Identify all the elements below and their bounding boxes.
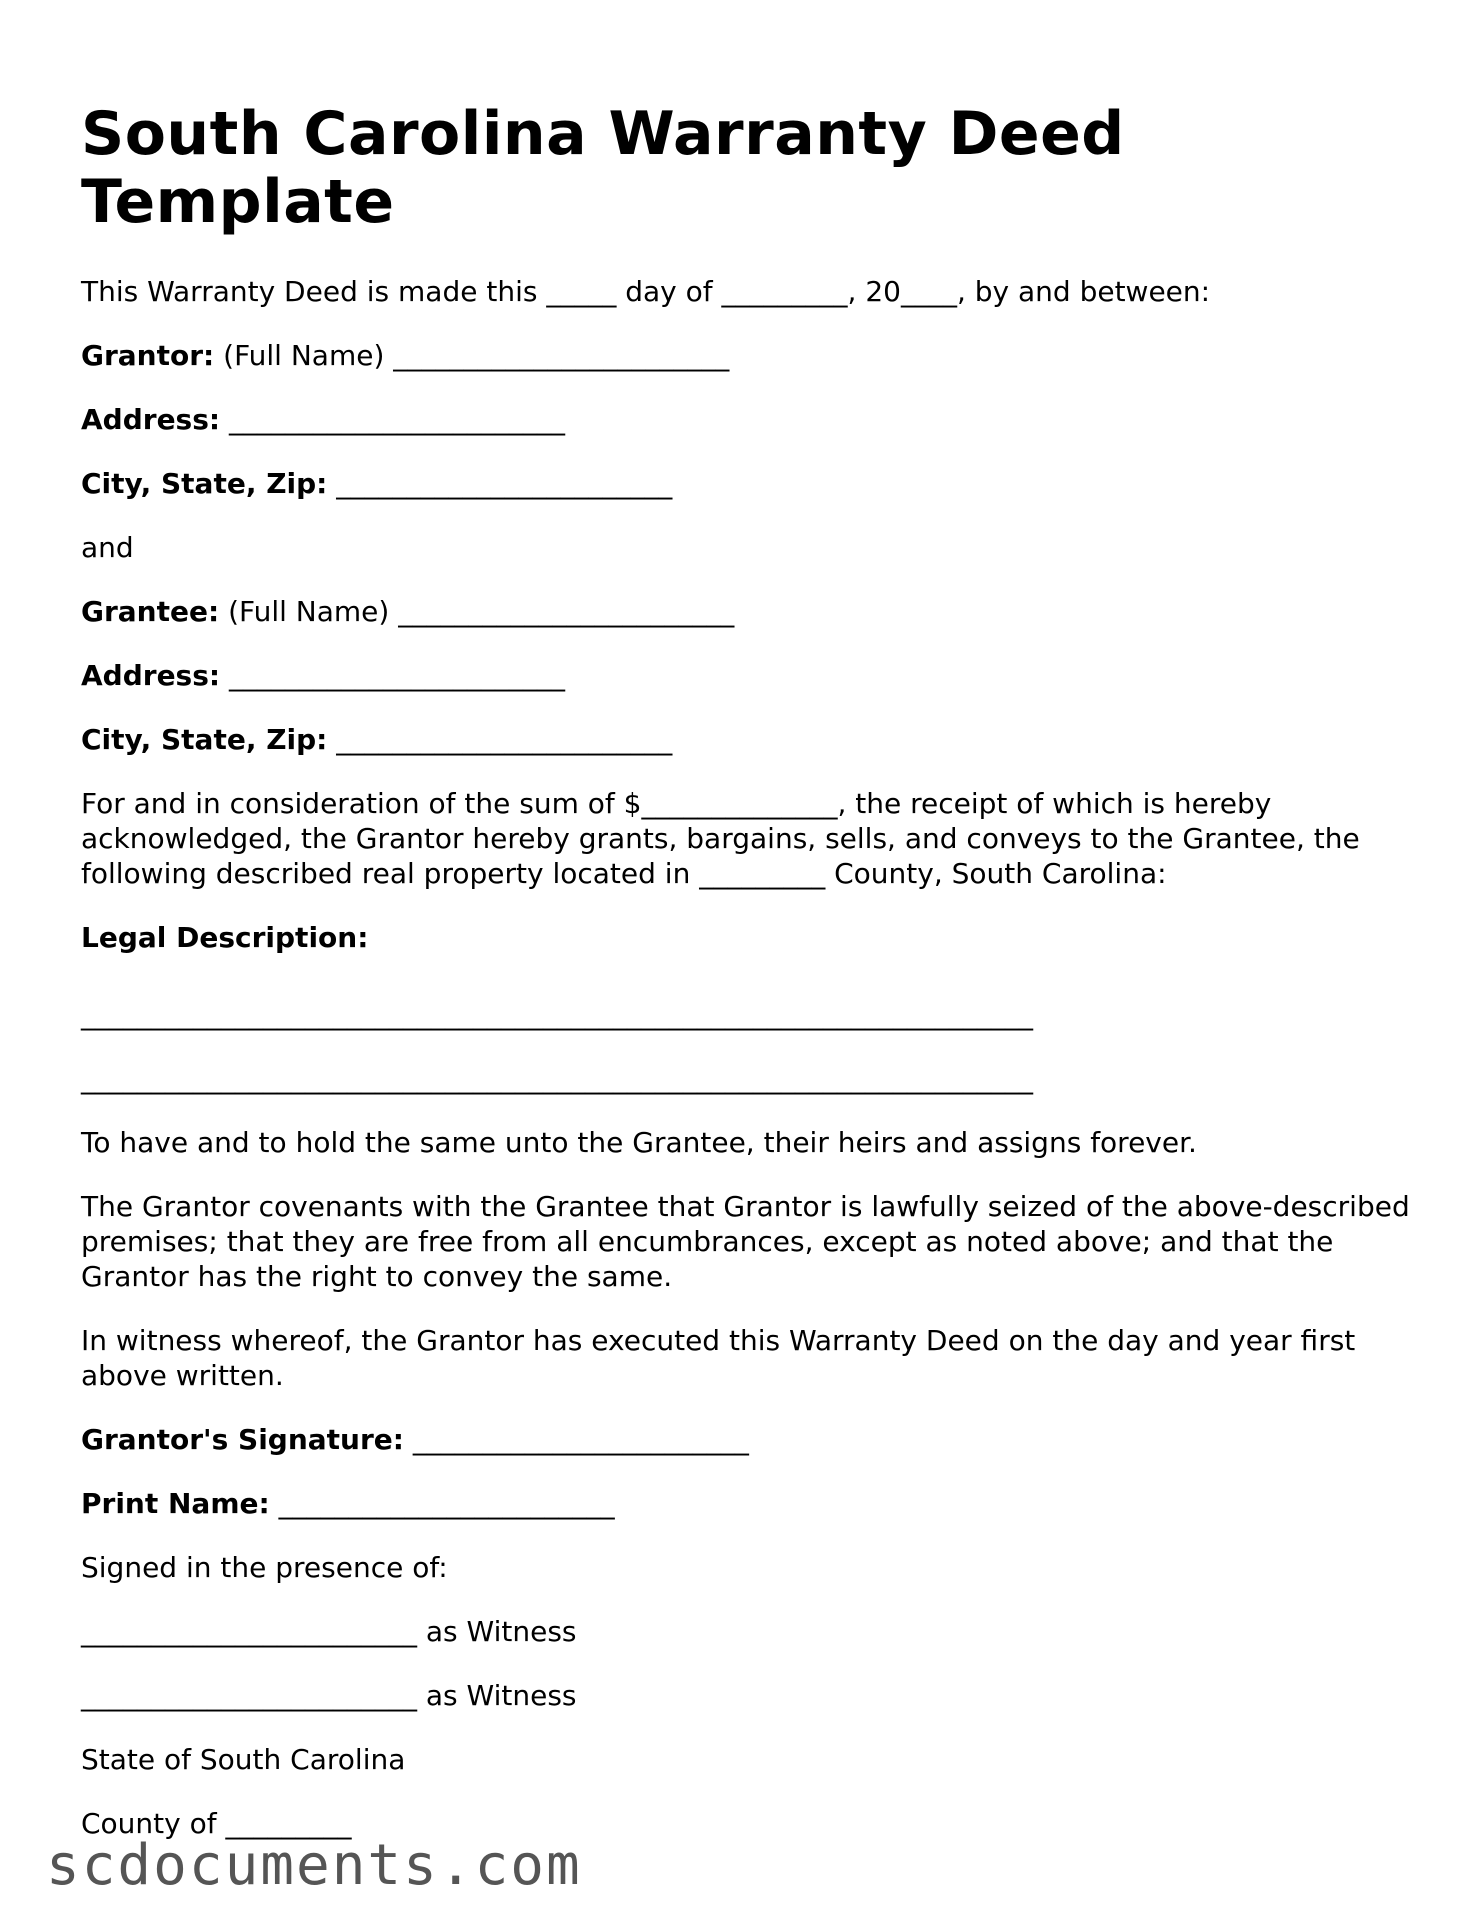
intro-line: This Warranty Deed is made this _____ day of _________, 20____, by and between: xyxy=(81,275,1211,308)
grantor-city-blank: ________________________ xyxy=(327,467,673,500)
grantor-signature-blank: ________________________ xyxy=(403,1423,749,1456)
grantor-address-label: Address: xyxy=(81,403,221,436)
grantor-name-label: Grantor: xyxy=(81,339,215,372)
witness-line-2: ________________________ as Witness xyxy=(81,1679,577,1712)
grantee-address-label: Address: xyxy=(81,659,221,692)
covenant-paragraph: The Grantor covenants with the Grantee that Grantor is lawfully seized of the above-described premises; that they are free from all encumbrances, except as noted above; and that the Grantor has the right to convey the same. xyxy=(81,1190,1410,1293)
state-line: State of South Carolina xyxy=(81,1743,406,1776)
legal-description-line-1: ____________________________________________________________________ xyxy=(81,998,1033,1031)
grantor-name-line xyxy=(81,338,1411,373)
county-line: County of _________ xyxy=(81,1807,352,1840)
presence-text: Signed in the presence of: xyxy=(81,1551,448,1584)
grantee-address-blank: ________________________ xyxy=(220,659,565,692)
grantee-city-label: City, State, Zip: xyxy=(81,723,328,756)
grantor-address-line xyxy=(81,402,1411,437)
legal-description-heading xyxy=(81,920,1411,955)
grantee-city-blank: ________________________ xyxy=(327,723,673,756)
grantee-name-label: Grantee: xyxy=(81,595,220,628)
grantee-address-line xyxy=(81,658,1411,693)
grantor-address-blank: ________________________ xyxy=(220,403,565,436)
grantee-city-line xyxy=(81,722,1411,757)
watermark-text: scdocuments.com xyxy=(46,1833,582,1898)
habendum-paragraph: To have and to hold the same unto the Grantee, their heirs and assigns forever. xyxy=(81,1126,1197,1159)
grantor-name-blank: (Full Name) ________________________ xyxy=(214,339,730,372)
grantor-signature-label: Grantor's Signature: xyxy=(81,1423,404,1456)
deed-content xyxy=(81,100,1411,1870)
legal-description-label: Legal Description: xyxy=(81,921,369,954)
grantor-city-label: City, State, Zip: xyxy=(81,467,328,500)
grantee-name-line xyxy=(81,594,1411,629)
consideration-paragraph: For and in consideration of the sum of $______________, the receipt of which is hereby acknowledged, the Grantor hereby grants, bargains, sells, and conveys to the Grantee, the following described real property located in _________ County, South Carolina: xyxy=(81,787,1360,890)
grantee-name-blank: (Full Name) ________________________ xyxy=(219,595,735,628)
print-name-blank: ________________________ xyxy=(269,1487,615,1520)
and-text: and xyxy=(81,531,134,564)
print-name-label: Print Name: xyxy=(81,1487,270,1520)
legal-description-line-2: ____________________________________________________________________ xyxy=(81,1062,1033,1095)
witness-line-1: ________________________ as Witness xyxy=(81,1615,577,1648)
grantor-city-line xyxy=(81,466,1411,501)
grantor-signature-line xyxy=(81,1422,1411,1457)
print-name-line xyxy=(81,1486,1411,1521)
witness-clause-paragraph: In witness whereof, the Grantor has executed this Warranty Deed on the day and year first above written. xyxy=(81,1324,1356,1392)
page-title: South Carolina Warranty Deed Template xyxy=(81,99,1125,237)
